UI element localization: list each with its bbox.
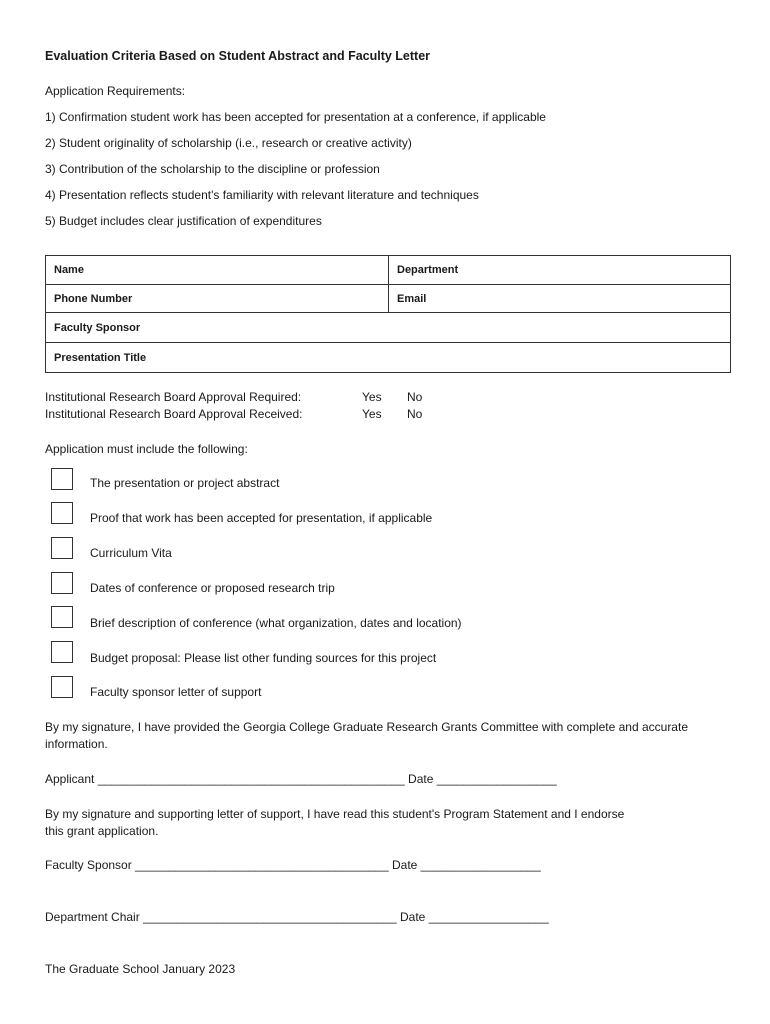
requirements-heading: Application Requirements: <box>45 84 186 98</box>
requirement-item: 2) Student originality of scholarship (i.e., research or creative activity) <box>45 136 412 150</box>
checklist-item-label: Faculty sponsor letter of support <box>90 685 262 699</box>
checkbox-curriculum-vita[interactable] <box>51 537 73 559</box>
irb-required-no[interactable]: No <box>407 390 423 404</box>
checkbox-conference-dates[interactable] <box>51 572 73 594</box>
irb-received-no[interactable]: No <box>407 407 423 421</box>
phone-field[interactable]: Phone Number <box>46 285 389 313</box>
applicant-statement-cont: information. <box>45 737 108 751</box>
checkbox-budget-proposal[interactable] <box>51 641 73 663</box>
checklist-item-label: Proof that work has been accepted for presentation, if applicable <box>90 511 433 525</box>
sponsor-statement: By my signature and supporting letter of support, I have read this student's Program Statement and I endorse <box>45 807 625 821</box>
name-field[interactable]: Name <box>46 256 389 285</box>
checkbox-abstract[interactable] <box>51 468 73 490</box>
irb-received-yes[interactable]: Yes <box>362 407 382 421</box>
sponsor-statement-cont: this grant application. <box>45 824 159 838</box>
checkbox-proof-accepted[interactable] <box>51 502 73 524</box>
faculty-sponsor-field[interactable]: Faculty Sponsor <box>46 313 731 343</box>
department-field[interactable]: Department <box>389 256 731 285</box>
checkbox-conference-description[interactable] <box>51 606 73 628</box>
requirement-item: 4) Presentation reflects student's familiarity with relevant literature and techniques <box>45 188 479 202</box>
chair-signature-line[interactable]: Department Chair ______________________________________ Date __________________ <box>45 910 549 924</box>
irb-required-yes[interactable]: Yes <box>362 390 382 404</box>
checklist-item-label: Budget proposal: Please list other funding sources for this project <box>90 651 437 665</box>
checklist-item-label: The presentation or project abstract <box>90 476 280 490</box>
requirement-item: 5) Budget includes clear justification of expenditures <box>45 214 322 228</box>
checklist-item-label: Dates of conference or proposed research trip <box>90 581 335 595</box>
applicant-statement: By my signature, I have provided the Georgia College Graduate Research Grants Committee with complete and accurate <box>45 720 688 734</box>
footer-text: The Graduate School January 2023 <box>45 962 236 976</box>
email-field[interactable]: Email <box>389 285 731 313</box>
page-title: Evaluation Criteria Based on Student Abstract and Faculty Letter <box>45 49 431 63</box>
irb-required-label: Institutional Research Board Approval Required: <box>45 390 302 404</box>
applicant-signature-line[interactable]: Applicant ______________________________________________ Date __________________ <box>45 772 557 786</box>
irb-received-label: Institutional Research Board Approval Received: <box>45 407 303 421</box>
sponsor-signature-line[interactable]: Faculty Sponsor ______________________________________ Date __________________ <box>45 858 541 872</box>
presentation-title-field[interactable]: Presentation Title <box>46 343 731 373</box>
checkbox-sponsor-letter[interactable] <box>51 676 73 698</box>
applicant-info-table <box>45 255 731 373</box>
checklist-heading: Application must include the following: <box>45 442 248 456</box>
requirement-item: 3) Contribution of the scholarship to the discipline or profession <box>45 162 380 176</box>
checklist-item-label: Brief description of conference (what organization, dates and location) <box>90 616 462 630</box>
requirement-item: 1) Confirmation student work has been accepted for presentation at a conference, if applicable <box>45 110 546 124</box>
checklist-item-label: Curriculum Vita <box>90 546 172 560</box>
